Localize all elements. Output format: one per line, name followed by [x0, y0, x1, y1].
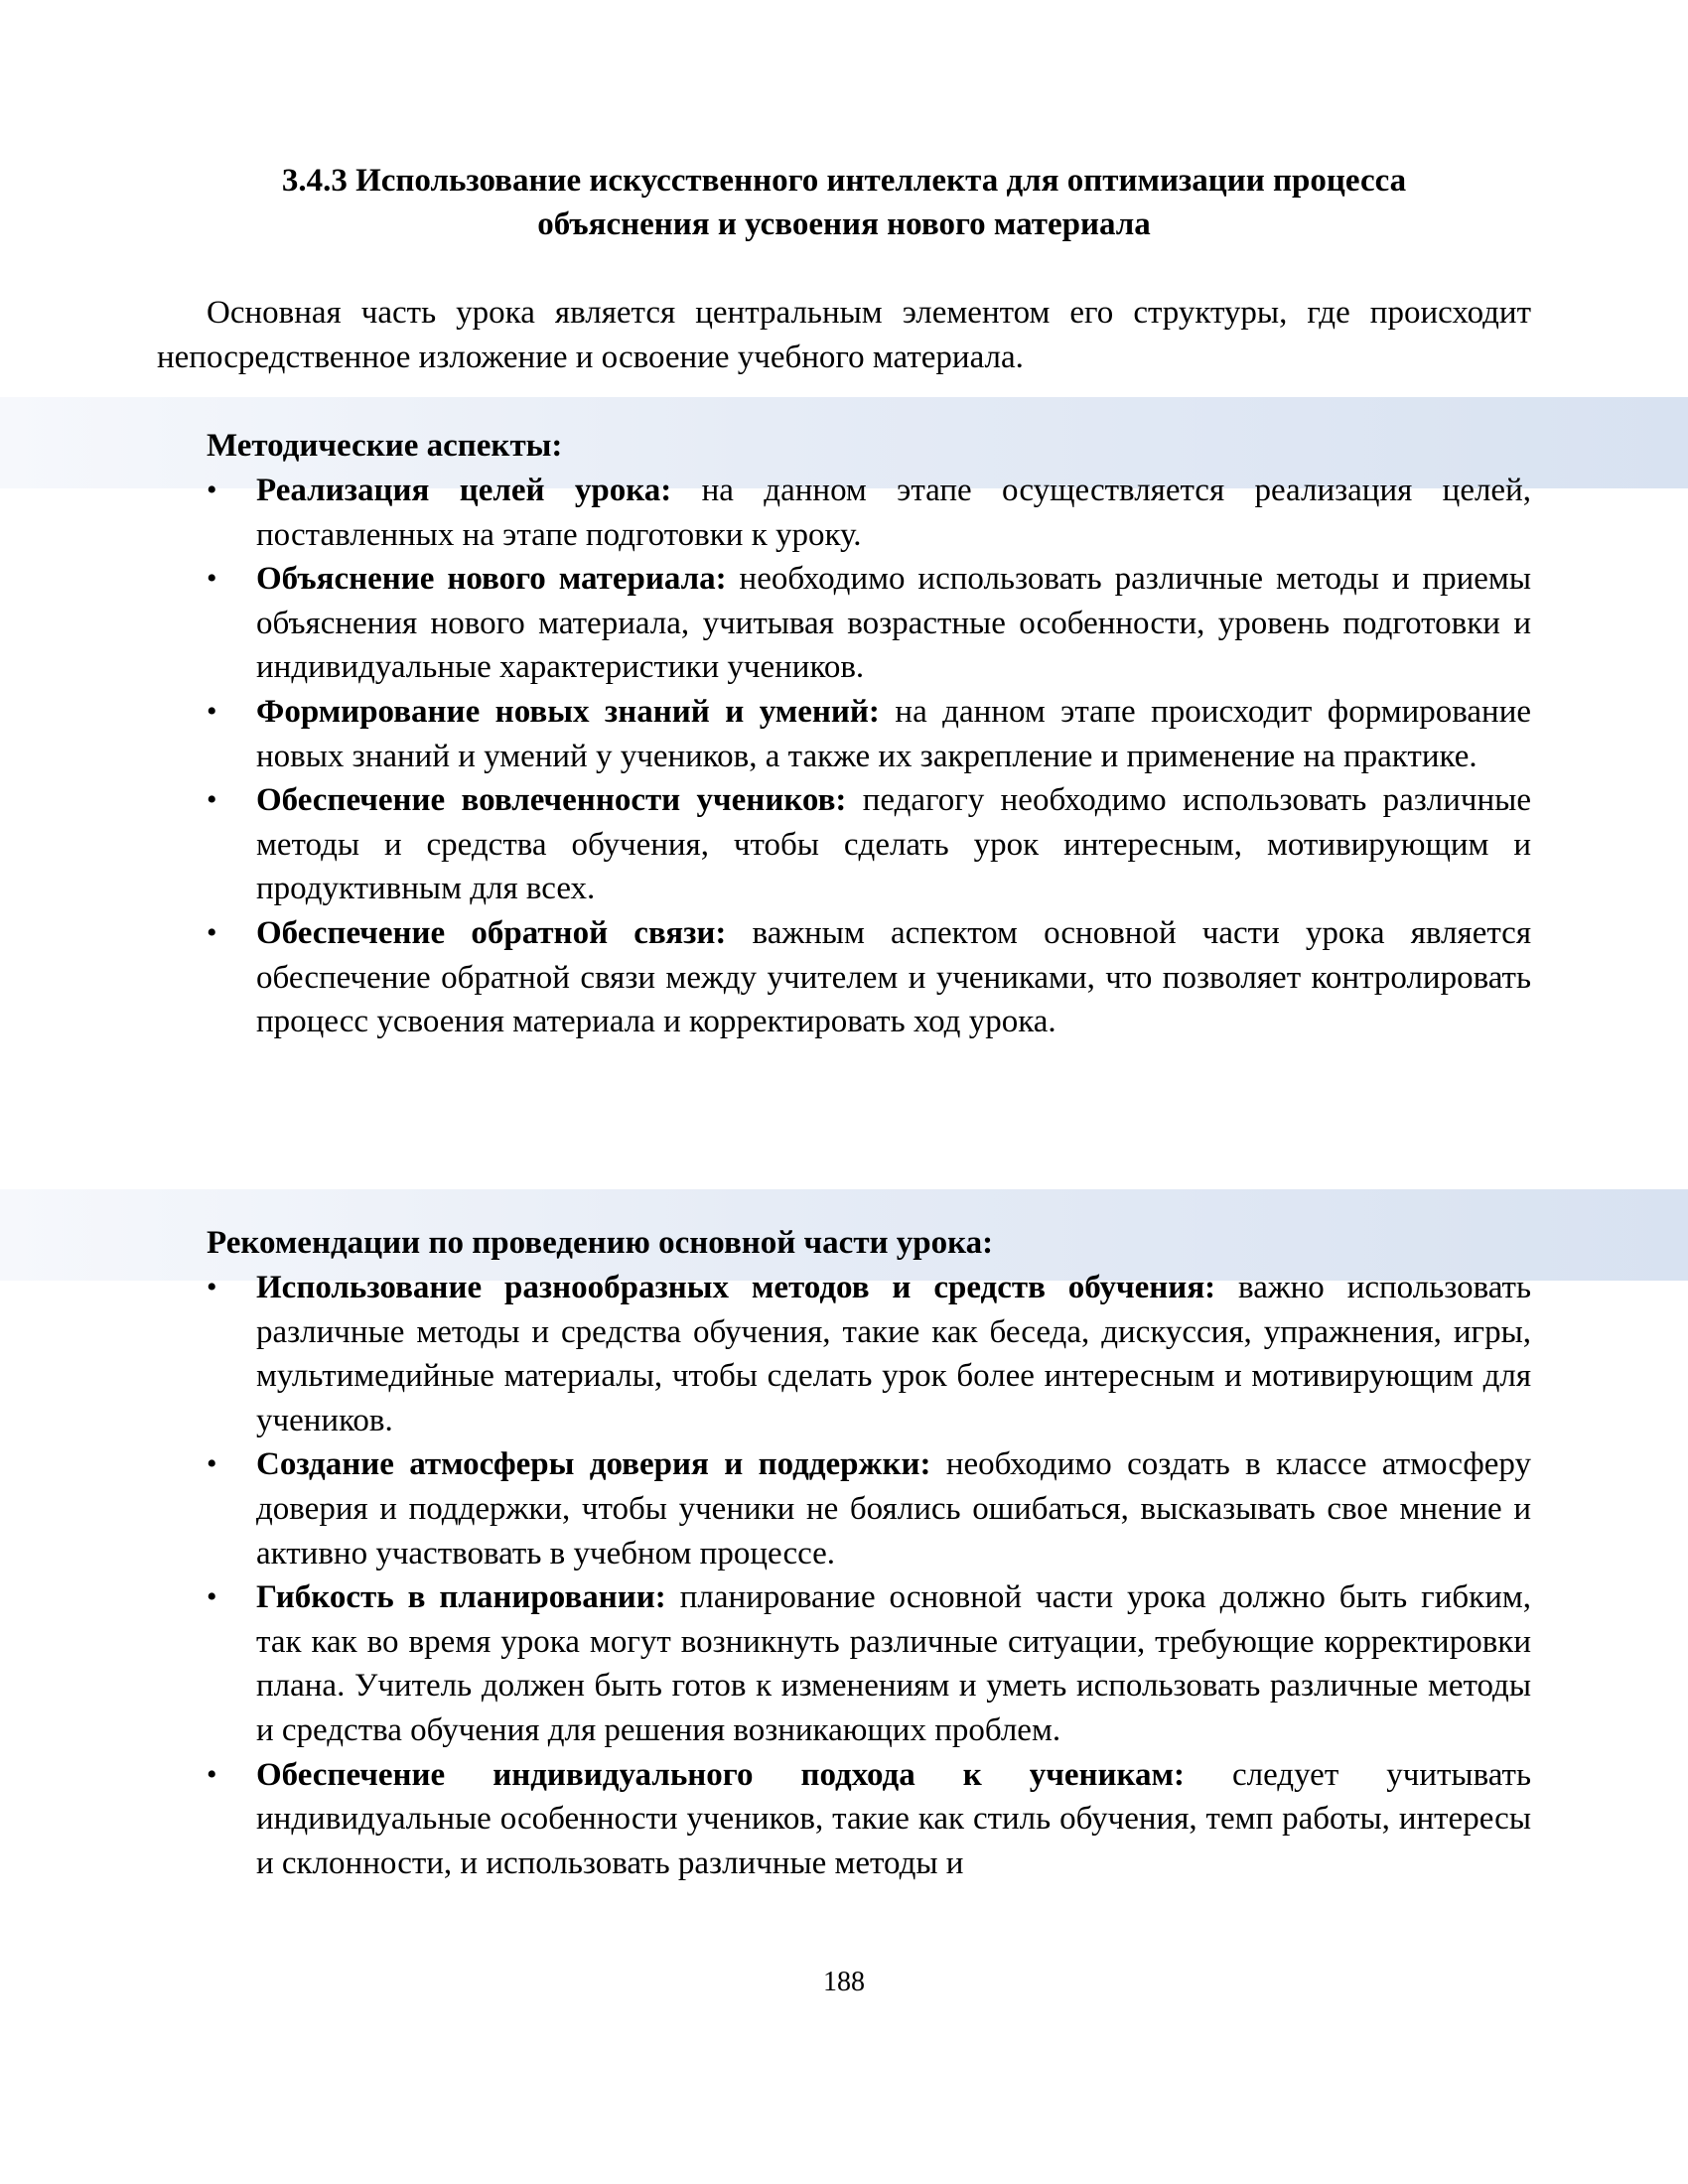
subsection-title: Рекомендации по проведению основной части урока: [207, 1225, 994, 1261]
list-item [207, 778, 1531, 911]
heading-line: 3.4.3 Использование искусственного интеллекта для оптимизации процесса [281, 163, 1407, 199]
bullet-icon: • [207, 1757, 217, 1791]
bullet-list [207, 469, 1531, 1044]
bullet-list [207, 1266, 1531, 1885]
bullet-icon: • [207, 474, 217, 506]
bullet-icon: • [207, 1271, 217, 1303]
item-text: важно использовать различные методы и средства обучения, такие как беседа, дискуссия, упражнения, игры, мультимедийные материалы, чтобы сделать урок более интересным и мотивирующим для учеников. [256, 1270, 1532, 1438]
list-item [207, 1575, 1531, 1752]
item-text: следует учитывать индивидуальные особенности учеников, такие как стиль обучения, темп работы, интересы и склонности, и использовать различные методы и [256, 1756, 1531, 1881]
item-term: Создание атмосферы доверия и поддержки: [256, 1446, 931, 1483]
list-item [207, 1442, 1531, 1575]
item-text: планирование основной части урока должно быть гибким, так как во время урока могут возникнуть различные ситуации, требующие корректировки плана. Учитель должен быть готов к изменениям и уметь использовать различные методы и средства обучения для решения возникающих проблем. [256, 1579, 1531, 1748]
list-item [207, 557, 1531, 690]
item-term: Обеспечение обратной связи: [256, 914, 727, 951]
item-term: Гибкость в планировании: [256, 1579, 666, 1616]
heading-line: объяснения и усвоения нового материала [537, 206, 1151, 242]
list-item [207, 911, 1531, 1044]
bullet-icon: • [207, 562, 217, 596]
item-text: необходимо использовать различные методы и приемы объяснения нового материала, учитывая возрастные особенности, уровень подготовки и индивидуальные характеристики учеников. [256, 561, 1531, 686]
bullet-icon: • [207, 783, 217, 817]
item-term: Объяснение нового материала: [256, 561, 727, 598]
item-term: Обеспечение индивидуального подхода к ученикам: [256, 1756, 1185, 1793]
list-item [207, 1753, 1531, 1886]
bullet-icon: • [207, 694, 217, 728]
section-heading [159, 159, 1529, 246]
bullet-icon: • [207, 1447, 217, 1481]
bullet-icon: • [207, 915, 217, 949]
page-number: 188 [823, 1967, 865, 1997]
item-term: Реализация целей урока: [256, 473, 672, 508]
item-term: Обеспечение вовлеченности учеников: [256, 782, 847, 819]
intro-paragraph: Основная часть урока является центральным элементом его структуры, где происходит непосредственное изложение и освоение учебного материала. [157, 295, 1531, 375]
list-item [207, 690, 1531, 778]
bullet-icon: • [207, 1580, 217, 1614]
item-text: необходимо создать в классе атмосферу доверия и поддержки, чтобы ученики не боялись ошибаться, высказывать свое мнение и активно участвовать в учебном процессе. [256, 1446, 1531, 1571]
list-item [207, 1266, 1531, 1442]
item-text: на данном этапе происходит формирование новых знаний и умений у учеников, а также их закрепление и применение на практике. [256, 693, 1531, 774]
item-text: важным аспектом основной части урока является обеспечение обратной связи между учителем и учениками, что позволяет контролировать процесс усвоения материала и корректировать ход урока. [256, 914, 1531, 1040]
subsection-title: Методические аспекты: [207, 428, 563, 464]
list-item [207, 469, 1531, 557]
item-term: Использование разнообразных методов и средств обучения: [256, 1270, 1216, 1305]
item-text: на данном этапе осуществляется реализация целей, поставленных на этапе подготовки к уроку. [256, 473, 1531, 553]
item-term: Формирование новых знаний и умений: [256, 693, 880, 730]
item-text: педагогу необходимо использовать различные методы и средства обучения, чтобы сделать урок интересным, мотивирующим и продуктивным для всех. [256, 782, 1531, 907]
